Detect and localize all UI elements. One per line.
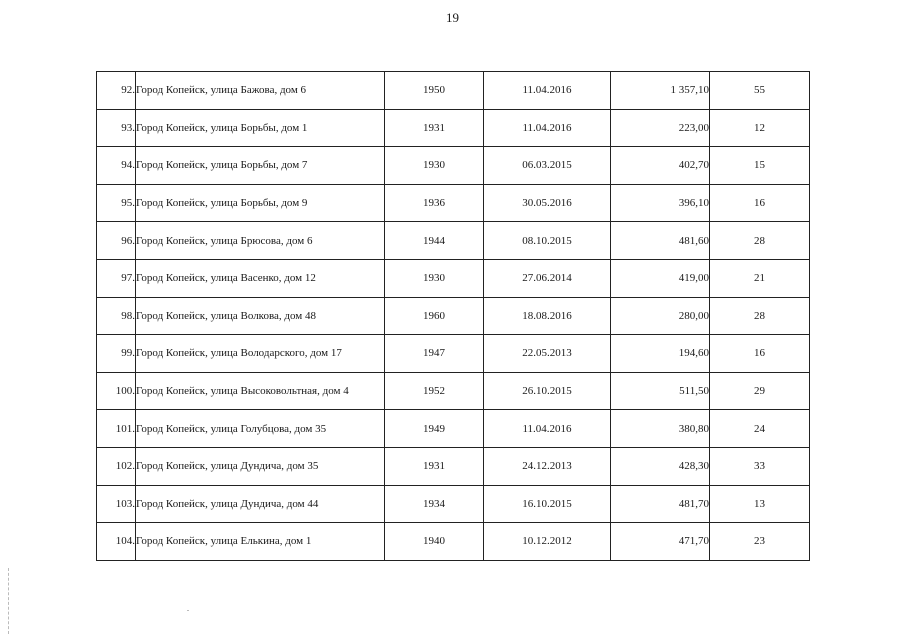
area-cell: 223,00 xyxy=(611,109,710,147)
address-cell: Город Копейск, улица Володарского, дом 17 xyxy=(136,335,385,373)
address-cell: Город Копейск, улица Дундича, дом 44 xyxy=(136,485,385,523)
construction-year-cell: 1936 xyxy=(385,184,484,222)
table-row xyxy=(97,335,810,373)
address-cell: Город Копейск, улица Дундича, дом 35 xyxy=(136,447,385,485)
address-cell: Город Копейск, улица Волкова, дом 48 xyxy=(136,297,385,335)
row-number-cell: 102. xyxy=(97,447,136,485)
scan-edge-mark xyxy=(8,568,10,634)
registry-table-body xyxy=(97,72,810,561)
area-cell: 481,70 xyxy=(611,485,710,523)
area-cell: 194,60 xyxy=(611,335,710,373)
table-row xyxy=(97,523,810,561)
area-cell: 380,80 xyxy=(611,410,710,448)
residents-count-cell: 12 xyxy=(710,109,810,147)
date-cell: 27.06.2014 xyxy=(484,259,611,297)
row-number-cell: 99. xyxy=(97,335,136,373)
residents-count-cell: 16 xyxy=(710,184,810,222)
row-number-cell: 98. xyxy=(97,297,136,335)
residents-count-cell: 24 xyxy=(710,410,810,448)
row-number-cell: 95. xyxy=(97,184,136,222)
residents-count-cell: 29 xyxy=(710,372,810,410)
date-cell: 22.05.2013 xyxy=(484,335,611,373)
table-row xyxy=(97,297,810,335)
row-number-cell: 94. xyxy=(97,147,136,185)
construction-year-cell: 1944 xyxy=(385,222,484,260)
date-cell: 24.12.2013 xyxy=(484,447,611,485)
date-cell: 10.12.2012 xyxy=(484,523,611,561)
row-number-cell: 97. xyxy=(97,259,136,297)
row-number-cell: 101. xyxy=(97,410,136,448)
row-number-cell: 104. xyxy=(97,523,136,561)
residents-count-cell: 16 xyxy=(710,335,810,373)
address-cell: Город Копейск, улица Васенко, дом 12 xyxy=(136,259,385,297)
residents-count-cell: 15 xyxy=(710,147,810,185)
date-cell: 11.04.2016 xyxy=(484,72,611,110)
address-cell: Город Копейск, улица Высоковольтная, дом 4 xyxy=(136,372,385,410)
table-row xyxy=(97,372,810,410)
address-cell: Город Копейск, улица Борьбы, дом 9 xyxy=(136,184,385,222)
address-cell: Город Копейск, улица Борьбы, дом 1 xyxy=(136,109,385,147)
registry-table xyxy=(96,71,810,561)
address-cell: Город Копейск, улица Брюсова, дом 6 xyxy=(136,222,385,260)
table-row xyxy=(97,410,810,448)
construction-year-cell: 1947 xyxy=(385,335,484,373)
area-cell: 1 357,10 xyxy=(611,72,710,110)
construction-year-cell: 1930 xyxy=(385,259,484,297)
address-cell: Город Копейск, улица Голубцова, дом 35 xyxy=(136,410,385,448)
construction-year-cell: 1950 xyxy=(385,72,484,110)
date-cell: 08.10.2015 xyxy=(484,222,611,260)
row-number-cell: 93. xyxy=(97,109,136,147)
area-cell: 511,50 xyxy=(611,372,710,410)
row-number-cell: 92. xyxy=(97,72,136,110)
construction-year-cell: 1934 xyxy=(385,485,484,523)
table-row xyxy=(97,447,810,485)
construction-year-cell: 1930 xyxy=(385,147,484,185)
table-row xyxy=(97,222,810,260)
row-number-cell: 103. xyxy=(97,485,136,523)
area-cell: 402,70 xyxy=(611,147,710,185)
residents-count-cell: 55 xyxy=(710,72,810,110)
date-cell: 11.04.2016 xyxy=(484,109,611,147)
scan-dot xyxy=(187,610,189,611)
construction-year-cell: 1949 xyxy=(385,410,484,448)
residents-count-cell: 13 xyxy=(710,485,810,523)
date-cell: 26.10.2015 xyxy=(484,372,611,410)
date-cell: 30.05.2016 xyxy=(484,184,611,222)
residents-count-cell: 21 xyxy=(710,259,810,297)
date-cell: 18.08.2016 xyxy=(484,297,611,335)
row-number-cell: 96. xyxy=(97,222,136,260)
table-row xyxy=(97,259,810,297)
row-number-cell: 100. xyxy=(97,372,136,410)
area-cell: 396,10 xyxy=(611,184,710,222)
table-row xyxy=(97,184,810,222)
area-cell: 471,70 xyxy=(611,523,710,561)
construction-year-cell: 1960 xyxy=(385,297,484,335)
construction-year-cell: 1952 xyxy=(385,372,484,410)
address-cell: Город Копейск, улица Бажова, дом 6 xyxy=(136,72,385,110)
page-number: 19 xyxy=(446,10,459,25)
table-row xyxy=(97,72,810,110)
residents-count-cell: 23 xyxy=(710,523,810,561)
construction-year-cell: 1940 xyxy=(385,523,484,561)
construction-year-cell: 1931 xyxy=(385,447,484,485)
area-cell: 280,00 xyxy=(611,297,710,335)
table-row xyxy=(97,485,810,523)
address-cell: Город Копейск, улица Борьбы, дом 7 xyxy=(136,147,385,185)
date-cell: 06.03.2015 xyxy=(484,147,611,185)
address-cell: Город Копейск, улица Елькина, дом 1 xyxy=(136,523,385,561)
construction-year-cell: 1931 xyxy=(385,109,484,147)
residents-count-cell: 28 xyxy=(710,297,810,335)
residents-count-cell: 33 xyxy=(710,447,810,485)
table-row xyxy=(97,147,810,185)
residents-count-cell: 28 xyxy=(710,222,810,260)
date-cell: 16.10.2015 xyxy=(484,485,611,523)
table-row xyxy=(97,109,810,147)
area-cell: 419,00 xyxy=(611,259,710,297)
date-cell: 11.04.2016 xyxy=(484,410,611,448)
area-cell: 428,30 xyxy=(611,447,710,485)
area-cell: 481,60 xyxy=(611,222,710,260)
